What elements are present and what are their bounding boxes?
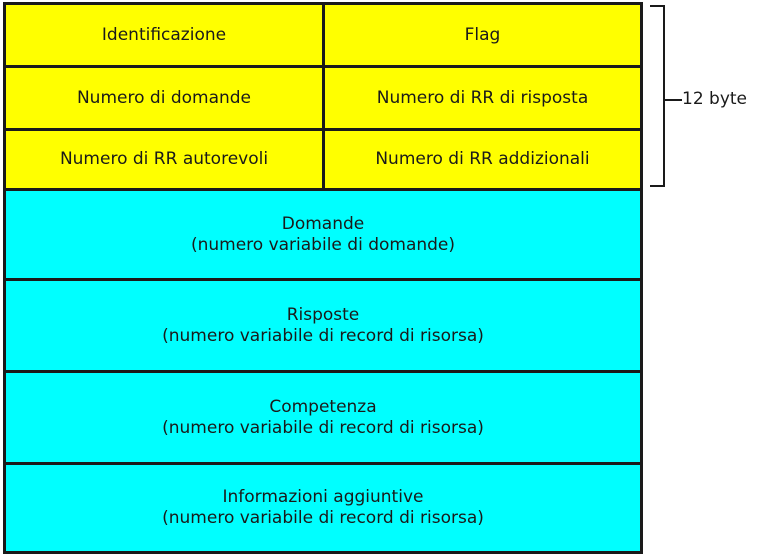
header-size-label: 12 byte <box>682 89 748 109</box>
additional-info-title: Informazioni aggiuntive <box>222 487 424 507</box>
questions-title: Domande <box>281 213 365 234</box>
authority-rr-count-label: Numero di RR autorevoli <box>59 149 269 169</box>
divider-header-bottom <box>3 188 643 191</box>
additional-rr-count-field <box>325 131 640 188</box>
divider-row2 <box>3 128 643 131</box>
additional-info-subtitle: (numero variabile di record di risorsa) <box>162 508 484 528</box>
identification-field <box>6 5 322 65</box>
answers-title: Risposte <box>286 304 360 325</box>
questions-section <box>6 191 640 278</box>
identification-label: Identificazione <box>101 24 227 45</box>
divider-row1 <box>3 65 643 68</box>
question-count-field <box>6 68 322 128</box>
authority-rr-count-field <box>6 131 322 188</box>
authority-section <box>6 373 640 462</box>
brace-tick <box>664 98 682 102</box>
authority-subtitle: (numero variabile di record di risorsa) <box>162 417 484 438</box>
questions-subtitle: (numero variabile di domande) <box>190 234 456 255</box>
additional-rr-count-label: Numero di RR addizionali <box>375 149 590 169</box>
divider-questions <box>3 278 643 281</box>
flag-label: Flag <box>464 24 501 45</box>
header-size-brace <box>650 5 666 187</box>
flag-field <box>325 5 640 65</box>
header-column-divider <box>322 2 325 191</box>
answers-section <box>6 281 640 370</box>
answer-rr-count-field <box>325 68 640 128</box>
answers-subtitle: (numero variabile di record di risorsa) <box>162 325 484 346</box>
divider-answers <box>3 370 643 373</box>
answer-rr-count-label: Numero di RR di risposta <box>376 87 589 108</box>
additional-info-section <box>6 465 640 551</box>
authority-title: Competenza <box>269 396 377 417</box>
question-count-label: Numero di domande <box>76 87 252 108</box>
divider-authority <box>3 462 643 465</box>
